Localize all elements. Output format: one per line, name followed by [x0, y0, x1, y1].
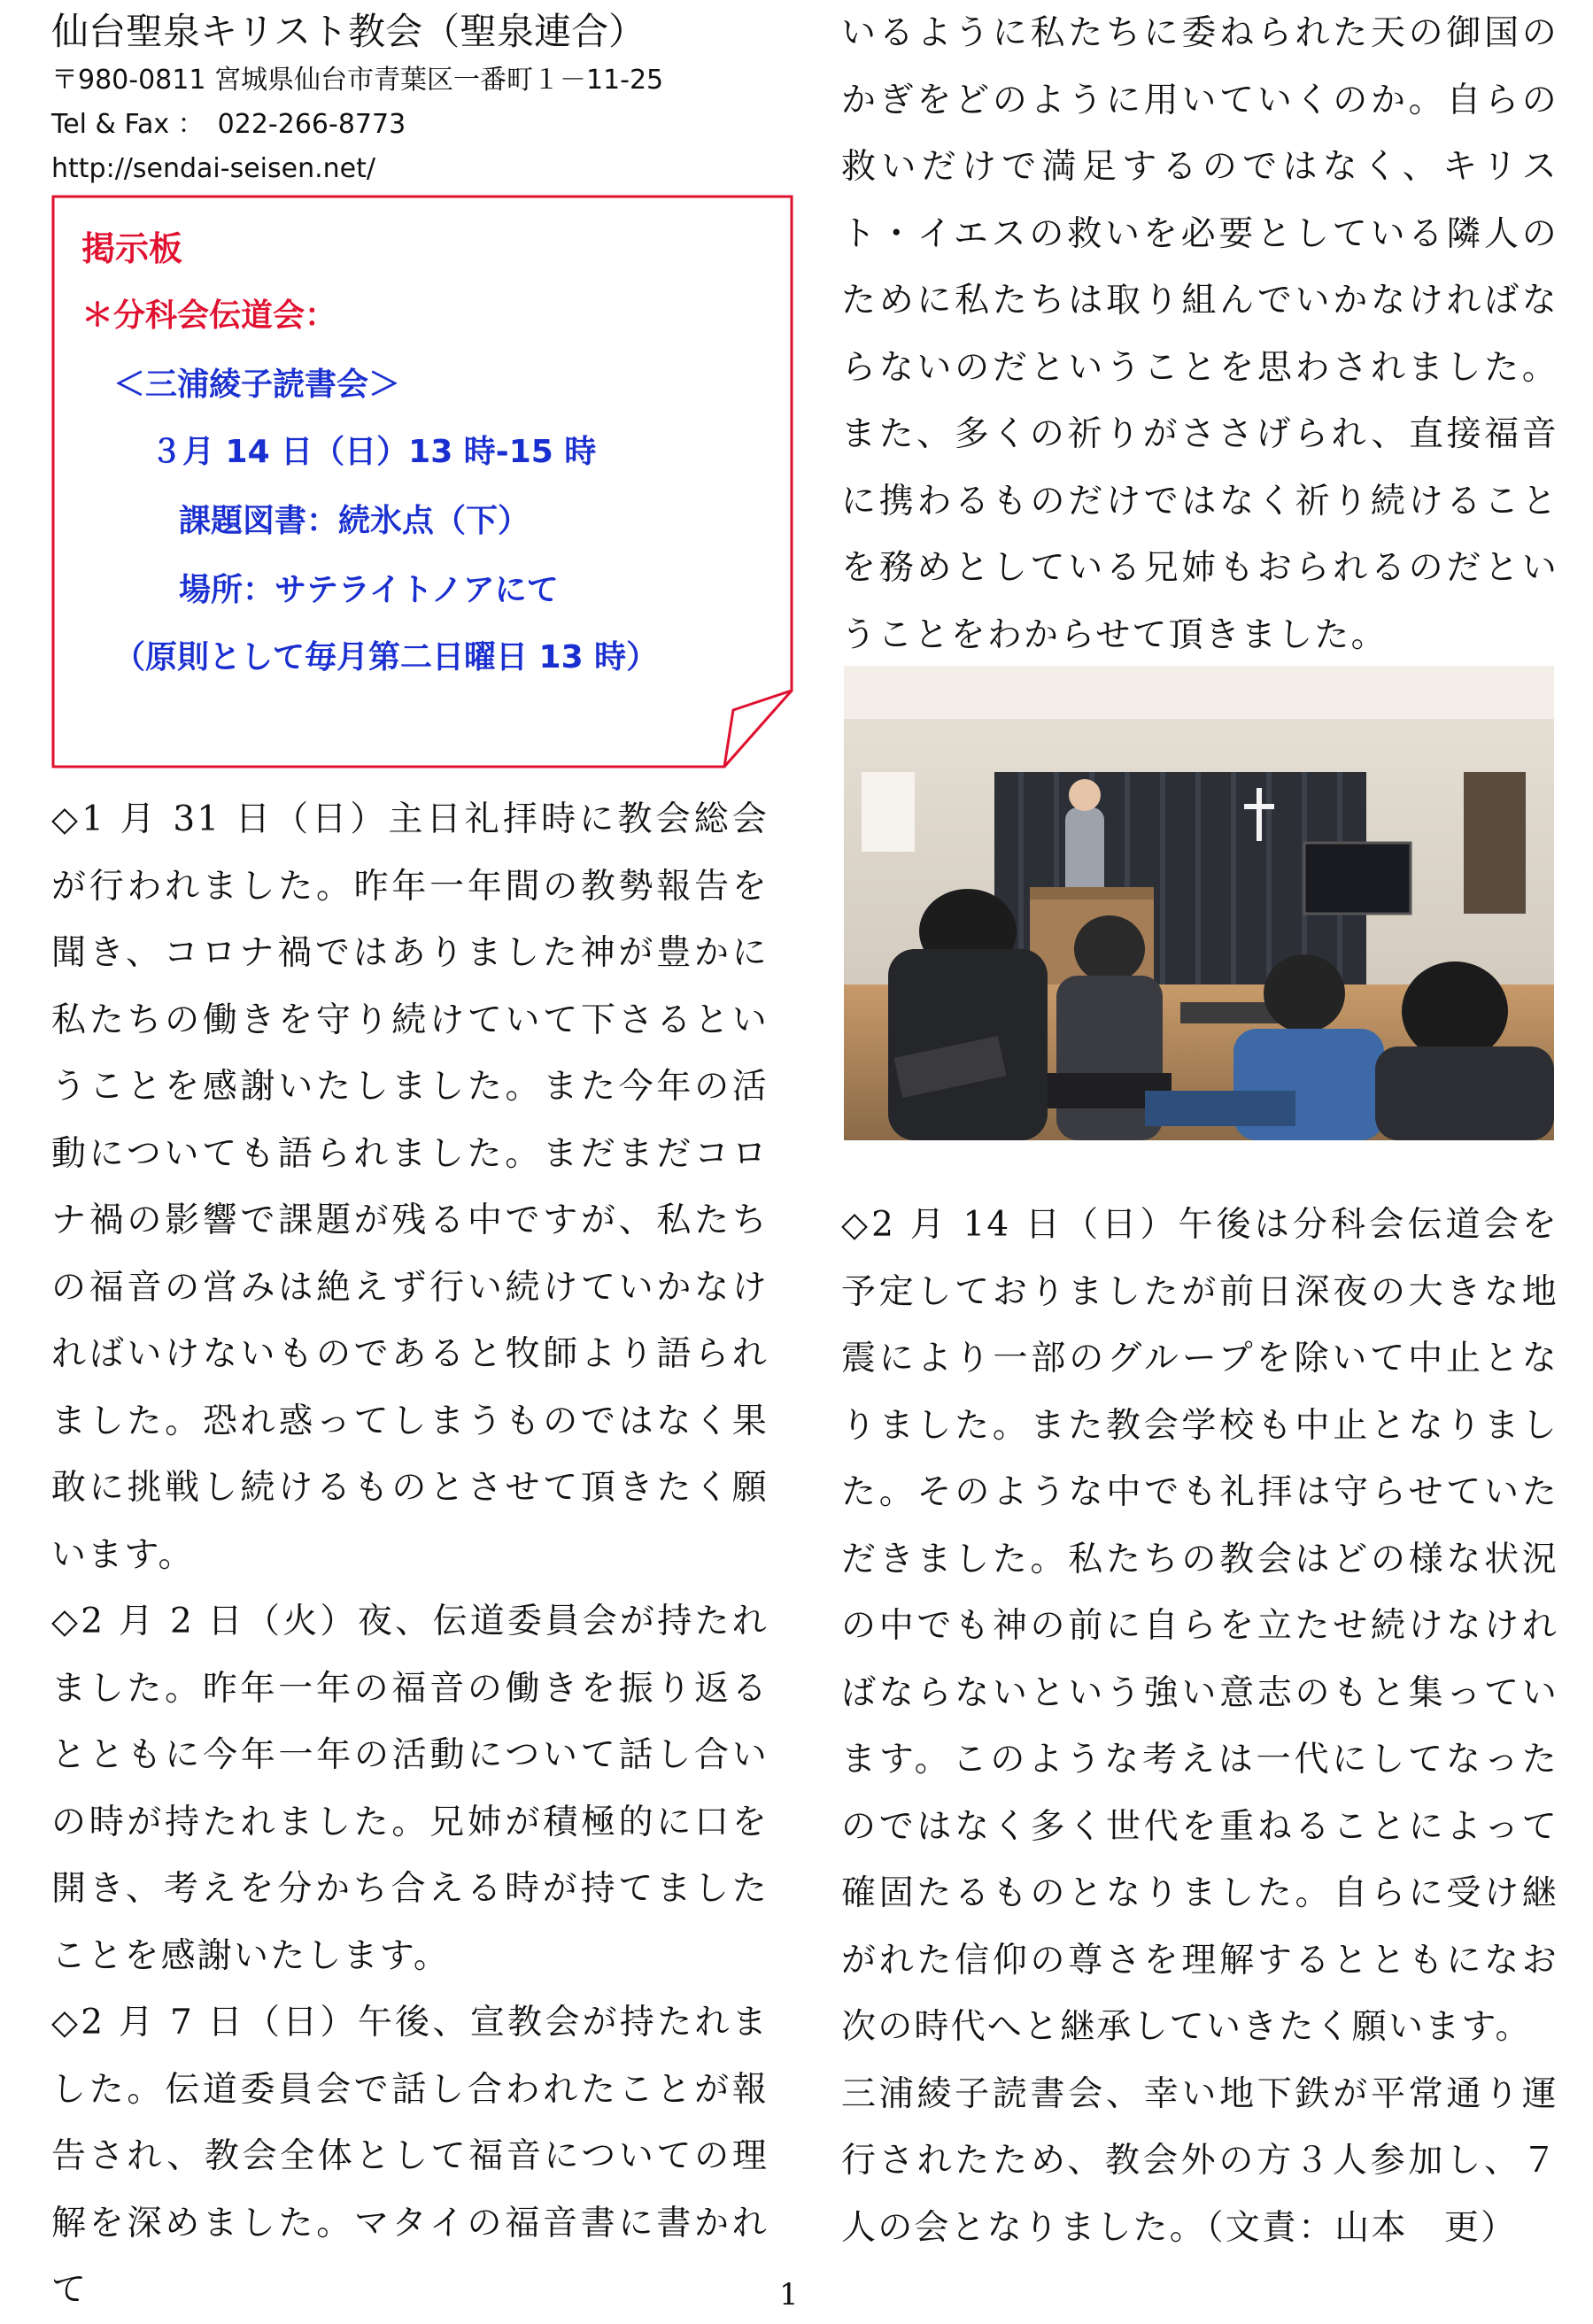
paragraph: ◇2 月 14 日（日）午後は分科会伝道会を予定しておりましたが前日深夜の大きな地震により一部のグループを除いて中止となりました。また教会学校も中止となりました。そのような中でも礼拝は守らせていただきました。私たちの教会はどの様な状況の中でも神の前に自らを立たせ続けなければならないという強い意志のもと集っています。このような考えは一代にしてなったのではなく多く世代を重ねることによって確固たるものとなりました。自らに受け継がれた信仰の尊さを理解するとともになお次の時代へと継承していきたく願います。	[841, 1205, 1558, 2047]
bulletin-board	[51, 195, 793, 768]
board-line-reading-group: ＜三浦綾子読書会＞	[113, 367, 401, 403]
worship-service-photo	[844, 666, 1554, 1140]
board-line-event: ＊分科会伝道会：	[81, 297, 337, 334]
paragraph: ◇2 月 7 日（日）午後、宣教会が持たれました。伝道委員会で話し合われたことが報告され、教会全体として福音についての理解を深めました。マタイの福音書に書かれて	[51, 2003, 769, 2310]
right-column-article-bottom	[841, 1192, 1558, 2261]
right-column-article-top	[841, 0, 1558, 668]
worship-photo-image	[844, 666, 1554, 1140]
paragraph: ◇2 月 2 日（火）夜、伝道委員会が持たれました。昨年一年の福音の働きを振り返るとともに今年一年の活動について話し合いの時が持たれました。兄姉が積極的に口を開き、考えを分かち合える時が持てましたことを感謝いたします。	[51, 1602, 769, 1976]
church-name: 仙台聖泉キリスト教会（聖泉連合）	[51, 10, 646, 53]
board-title: 掲示板	[81, 229, 183, 268]
tel-fax: Tel & Fax ： 022-266-8773	[51, 109, 406, 140]
board-line-place: 場所：サテライトノアにて	[179, 572, 559, 608]
church-header	[51, 5, 777, 191]
paragraph: いるように私たちに委ねられた天の御国のかぎをどのように用いていくのか。自らの救いだけで満足するのではなく、キリスト・イエスの救いを必要としている隣人のために私たちは取り組んでいかなければならないのだということを思わされました。また、多くの祈りがささげられ、直接福音に携わるものだけではなく祈り続けることを務めとしている兄姉もおられるのだということをわからせて頂きました。	[841, 13, 1558, 655]
left-column-article	[51, 786, 769, 2324]
church-address: 〒980-0811 宮城県仙台市青葉区一番町１－11-25	[51, 65, 664, 96]
bulletin-board-content	[51, 195, 793, 768]
board-line-date: ３月 14 日（日）13 時-15 時	[151, 434, 597, 470]
board-line-schedule: （原則として毎月第二日曜日 13 時）	[113, 639, 659, 676]
website-url[interactable]: http://sendai-seisen.net/	[51, 153, 375, 184]
paragraph: ◇1 月 31 日（日）主日礼拝時に教会総会が行われました。昨年一年間の教勢報告を聞き、コロナ禍ではありました神が豊かに私たちの働きを守り続けていて下さるということを感謝いたしました。また今年の活動についても語られました。まだまだコロナ禍の影響で課題が残る中ですが、私たちの福音の営みは絶えず行い続けていかなければいけないものであると牧師より語られました。恐れ惑ってしまうものではなく果敢に挑戦し続けるものとさせて頂きたく願います。	[51, 799, 769, 1575]
page-number: 1	[779, 2277, 799, 2312]
paragraph: 三浦綾子読書会、幸い地下鉄が平常通り運行されたため、教会外の方３人参加し、７人の会となりました。（文責：山本 更）	[841, 2073, 1558, 2248]
board-line-book: 課題図書：続氷点（下）	[179, 503, 530, 539]
